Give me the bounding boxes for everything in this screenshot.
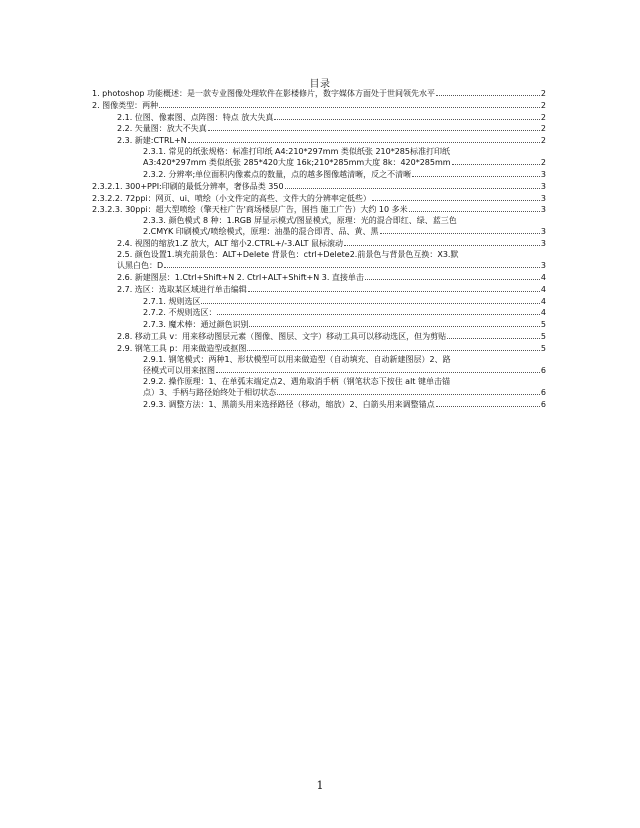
toc-entry-page: 5 bbox=[540, 343, 546, 353]
toc-entry-text: 2.3.2.1. 300+PPI:印刷的最低分辨率，奢侈品类 350 bbox=[92, 181, 284, 191]
toc-entry-text: 2.7.3. 魔术棒：通过颜色识别 bbox=[143, 320, 249, 330]
toc-entry[interactable] bbox=[92, 272, 546, 283]
leader-dots bbox=[447, 331, 540, 339]
toc-entry-text: 2.3.3. 颜色模式 8 种：1.RGB 屏显示模式/图显模式，原理：光的混合即红、绿、蓝三色 bbox=[143, 216, 457, 226]
toc-entry[interactable] bbox=[92, 307, 546, 318]
toc-entry-text: 2.3.2.2. 72ppi：网页、ui、喷绘（小文件定的高些、文件大的分辨率定低些） bbox=[92, 193, 371, 203]
toc-entry[interactable] bbox=[92, 112, 546, 123]
toc-entry-page: 5 bbox=[540, 320, 546, 330]
toc-entry-text: 2.3.2.3. 30ppi：超大型喷绘（擎天柱广告'商场楼层广告，围挡 施工广告）大约 10 多米 bbox=[92, 205, 408, 215]
toc-entry[interactable] bbox=[92, 193, 546, 204]
leader-dots bbox=[249, 319, 539, 327]
toc-entry-page: 4 bbox=[540, 308, 546, 318]
toc-entry-page: 4 bbox=[540, 284, 546, 294]
toc-entry[interactable] bbox=[92, 147, 546, 168]
toc-entry[interactable] bbox=[92, 123, 546, 134]
toc-entry-page: 3 bbox=[540, 169, 546, 179]
toc-entry[interactable] bbox=[92, 135, 546, 146]
toc-entry-text: 2.5. 颜色设置1.填充前景色：ALT+Delete 背景色：ctrl+Delete2.前景色与背景色互换：X3.默 bbox=[117, 249, 459, 259]
toc-entry-page: 2 bbox=[540, 100, 546, 110]
leader-dots bbox=[188, 135, 540, 143]
leader-dots bbox=[216, 365, 540, 373]
toc-entry-text: 2.3. 新建:CTRL+N bbox=[117, 136, 187, 146]
toc-entry-text: 2.2. 矢量图：放大不失真 bbox=[117, 124, 207, 134]
page-number: 1 bbox=[316, 779, 324, 792]
toc-entry-text: 2.9. 钢笔工具 p：用来做造型或抠图 bbox=[117, 343, 247, 353]
leader-dots bbox=[248, 284, 540, 292]
toc-entry[interactable] bbox=[92, 343, 546, 354]
toc-entry-text: 2.8. 移动工具 v：用来移动图层元素（图像、图层、文字）移动工具可以移动选区，但为剪贴 bbox=[117, 331, 447, 341]
toc-entry-text: 2.7.2. 不规则选区： bbox=[143, 308, 217, 318]
leader-dots bbox=[164, 260, 540, 268]
toc-entry-text: 2.7. 选区：选取某区域进行单击编辑 bbox=[117, 284, 247, 294]
toc-entry[interactable] bbox=[92, 88, 546, 99]
toc-entry-page: 2 bbox=[540, 136, 546, 146]
toc-entry[interactable] bbox=[92, 238, 546, 249]
toc-entry-page: 2 bbox=[540, 89, 546, 98]
toc-entry-page: 4 bbox=[540, 296, 546, 306]
leader-dots bbox=[436, 88, 540, 96]
leader-dots bbox=[436, 399, 540, 407]
toc-entry[interactable] bbox=[92, 331, 546, 342]
toc-entry-text: 2.3.1. 常见的纸张规格：标准打印纸 A4:210*297mm 类似纸张 210*285标准打印纸 bbox=[143, 146, 450, 156]
toc-entry-page: 3 bbox=[540, 205, 546, 215]
leader-dots bbox=[452, 157, 540, 165]
toc-entry-text: 2.3.2. 分辨率;单位面积内像素点的数量，点的越多图像越清晰，反之不清晰 bbox=[143, 169, 412, 179]
toc-entry[interactable] bbox=[92, 169, 546, 180]
leader-dots bbox=[412, 169, 540, 177]
toc-entry-page: 2 bbox=[540, 112, 546, 122]
leader-dots bbox=[159, 100, 540, 108]
leader-dots bbox=[247, 343, 539, 351]
toc-entry-text: 2. 图像类型：两种 bbox=[92, 100, 159, 110]
toc-entry[interactable] bbox=[92, 216, 546, 237]
toc-entry-page: 3 bbox=[540, 227, 546, 237]
leader-dots bbox=[277, 387, 540, 395]
toc-entry[interactable] bbox=[92, 399, 546, 410]
toc-entry-text: 2.9.3. 调整方法：1、黑箭头用来选择路径（移动，缩放）2、白箭头用来调整锚点 bbox=[143, 399, 435, 409]
toc-entry-page: 6 bbox=[540, 399, 546, 409]
toc-entry-text: 径模式可以用来抠图 bbox=[143, 365, 215, 375]
toc-entry-text: A3:420*297mm 类似纸张 285*420大度 16k;210*285mm大度 8k：420*285mm bbox=[143, 158, 451, 168]
leader-dots bbox=[201, 296, 539, 304]
leader-dots bbox=[208, 123, 540, 131]
toc-entry-text: 认黑白色：D bbox=[117, 261, 164, 271]
toc-entry-text: 2.4. 视图的缩放1.Z 放大，ALT 缩小2.CTRL+/-3.ALT 鼠标滚动 bbox=[117, 239, 344, 249]
toc-entry[interactable] bbox=[92, 319, 546, 330]
toc-entry-text: 2.9.2. 操作原理：1、在单弧末端定点2、遇角取消手柄（钢笔状态下按住 alt 键单击锚 bbox=[143, 376, 450, 386]
toc-entry[interactable] bbox=[92, 284, 546, 295]
toc-entry-page: 5 bbox=[540, 331, 546, 341]
toc-entry[interactable] bbox=[92, 250, 546, 271]
toc-entry-page: 4 bbox=[540, 272, 546, 282]
leader-dots bbox=[285, 181, 540, 189]
table-of-contents bbox=[92, 88, 546, 410]
toc-entry-text: 点）3、手柄与路径始终处于相切状态 bbox=[143, 387, 277, 397]
leader-dots bbox=[409, 204, 540, 212]
toc-entry-page: 3 bbox=[540, 193, 546, 203]
toc-entry-page: 2 bbox=[540, 158, 546, 168]
toc-entry[interactable] bbox=[92, 100, 546, 111]
toc-entry[interactable] bbox=[92, 296, 546, 307]
leader-dots bbox=[380, 226, 540, 234]
leader-dots bbox=[217, 307, 539, 315]
toc-entry-text: 1. photoshop 功能概述：是一款专业图像处理软件在影楼修片，数字媒体方面处于世间领先水平 bbox=[92, 89, 436, 98]
toc-entry-text: 2.6. 新建图层：1.Ctrl+Shift+N 2. Ctrl+ALT+Shift+N 3. 直接单击 bbox=[117, 272, 364, 282]
leader-dots bbox=[274, 112, 540, 120]
toc-entry-page: 3 bbox=[540, 239, 546, 249]
toc-entry-text: 2.9.1. 钢笔模式：两种1、形状模型可以用来做造型（自动填充、自动新建图层）2、路 bbox=[143, 354, 451, 364]
toc-entry-page: 6 bbox=[540, 387, 546, 397]
leader-dots bbox=[365, 272, 540, 280]
leader-dots bbox=[372, 193, 540, 201]
toc-entry[interactable] bbox=[92, 377, 546, 398]
toc-entry-text: 2.1. 位图、像素图、点阵图：特点 放大失真 bbox=[117, 112, 274, 122]
toc-entry-page: 2 bbox=[540, 124, 546, 134]
toc-entry-page: 3 bbox=[540, 261, 546, 271]
leader-dots bbox=[344, 238, 540, 246]
toc-title: 目录 bbox=[309, 79, 331, 90]
toc-entry[interactable] bbox=[92, 355, 546, 376]
toc-entry-text: 2.CMYK 印刷模式/喷绘模式，原理：油墨的混合即青、品、黄、黑 bbox=[143, 227, 379, 237]
toc-entry-page: 3 bbox=[540, 181, 546, 191]
toc-entry[interactable] bbox=[92, 204, 546, 215]
toc-entry-text: 2.7.1. 规则选区 bbox=[143, 296, 201, 306]
toc-entry[interactable] bbox=[92, 181, 546, 192]
toc-entry-page: 6 bbox=[540, 365, 546, 375]
